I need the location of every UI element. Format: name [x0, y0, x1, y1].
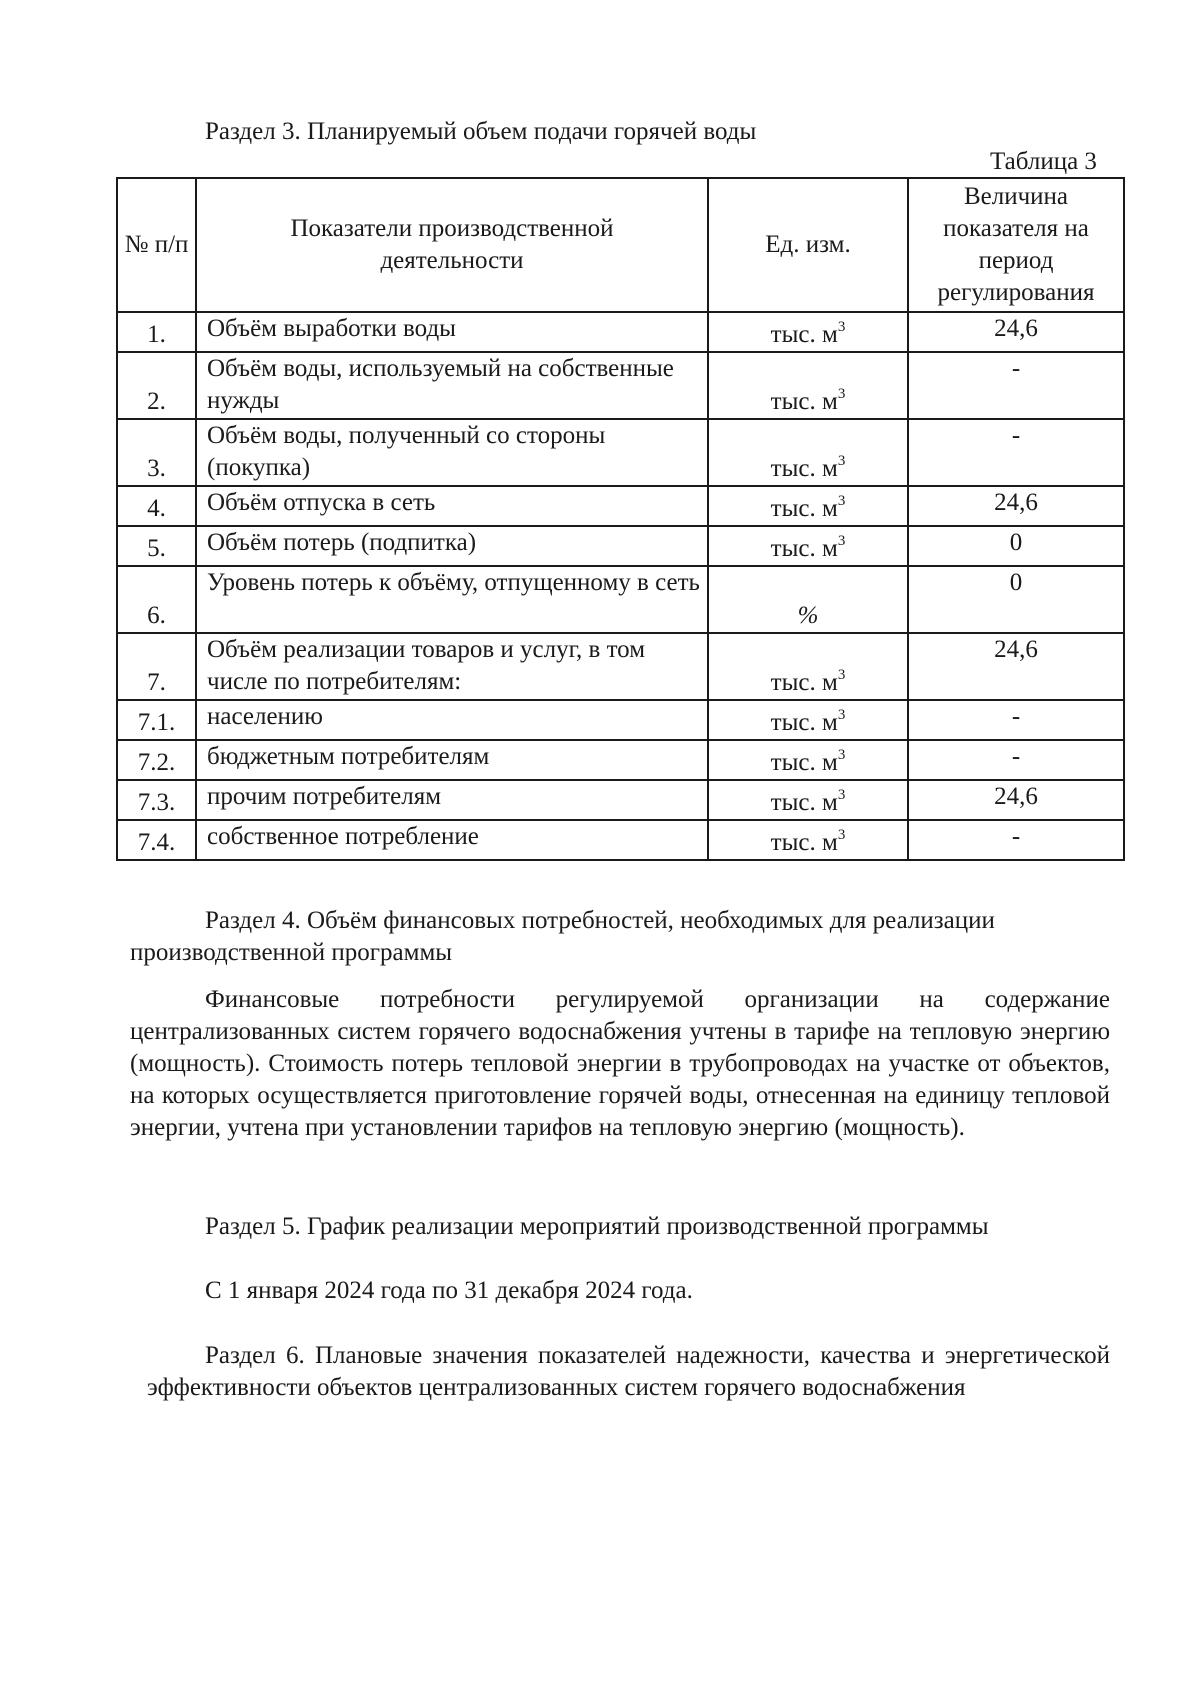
header-value: Величина показателя на период регулирования [908, 178, 1124, 312]
unit-text: тыс. м [770, 388, 838, 415]
value-cell: - [908, 740, 1124, 780]
unit-cell [708, 780, 908, 820]
header-unit: Ед. изм. [708, 178, 908, 312]
value-cell: - [908, 820, 1124, 860]
value-cell: - [908, 352, 1124, 419]
indicator-name: Объём воды, полученный со стороны (покупка) [196, 419, 708, 486]
unit-superscript: 3 [837, 493, 846, 509]
value-cell: 24,6 [908, 312, 1124, 352]
row-number: 7.3. [117, 780, 196, 820]
unit-text: тыс. м [770, 669, 838, 696]
table-row [117, 526, 1124, 566]
unit-cell [708, 352, 908, 419]
table-row [117, 486, 1124, 526]
unit-cell [708, 419, 908, 486]
unit-cell [708, 526, 908, 566]
production-table [116, 177, 1125, 861]
indicator-name: прочим потребителям [196, 780, 708, 820]
row-number: 7.4. [117, 820, 196, 860]
section-5-body: С 1 января 2024 года по 31 декабря 2024 года. [205, 1277, 693, 1304]
unit-superscript: 3 [837, 386, 846, 402]
value-cell: 24,6 [908, 633, 1124, 700]
unit-superscript: 3 [837, 787, 846, 803]
unit-cell [708, 566, 908, 633]
table-row [117, 820, 1124, 860]
table-row [117, 780, 1124, 820]
section-5-title: Раздел 5. График реализации мероприятий производственной программы [205, 1213, 989, 1240]
row-number: 7.1. [117, 700, 196, 740]
indicator-name: населению [196, 700, 708, 740]
indicator-name: Объём потерь (подпитка) [196, 526, 708, 566]
table-row [117, 700, 1124, 740]
row-number: 1. [117, 312, 196, 352]
unit-text: тыс. м [770, 749, 838, 776]
section-4-title: Раздел 4. Объём финансовых потребностей, необходимых для реализации производственной программы [130, 907, 995, 966]
unit-superscript: 3 [837, 319, 846, 335]
row-number: 5. [117, 526, 196, 566]
row-number: 3. [117, 419, 196, 486]
unit-cell [708, 633, 908, 700]
unit-superscript: 3 [837, 827, 846, 843]
section-6-title: Раздел 6. Плановые значения показателей надежности, качества и энергетической эффективности объектов централизованных систем горячего водоснабжения [147, 1342, 1110, 1401]
value-cell: - [908, 419, 1124, 486]
table-row [117, 633, 1124, 700]
unit-superscript: 3 [837, 747, 846, 763]
table-row [117, 740, 1124, 780]
table-row [117, 312, 1124, 352]
unit-superscript: 3 [837, 533, 846, 549]
table-row [117, 419, 1124, 486]
unit-cell [708, 740, 908, 780]
unit-text: тыс. м [770, 535, 838, 562]
row-number: 7.2. [117, 740, 196, 780]
row-number: 6. [117, 566, 196, 633]
indicator-name: Объём выработки воды [196, 312, 708, 352]
table-label: Таблица 3 [990, 148, 1097, 175]
value-cell: 0 [908, 566, 1124, 633]
indicator-name: Объём реализации товаров и услуг, в том числе по потребителям: [196, 633, 708, 700]
section-4-body: Финансовые потребности регулируемой организации на содержание централизованных систем горячего водоснабжения учтены в тарифе на тепловую энергию (мощность). Стоимость потерь тепловой энергии в трубопроводах на участке от объектов, на которых осуществляется приготовление горячей воды, отнесенная на единицу тепловой энергии, учтена при установлении тарифов на тепловую энергию (мощность). [130, 986, 1110, 1141]
header-name: Показатели производственной деятельности [196, 178, 708, 312]
value-cell: 0 [908, 526, 1124, 566]
unit-cell [708, 486, 908, 526]
unit-cell [708, 312, 908, 352]
table-row [117, 566, 1124, 633]
table-header-row [117, 178, 1124, 312]
unit-text: тыс. м [770, 829, 838, 856]
indicator-name: Уровень потерь к объёму, отпущенному в сеть [196, 566, 708, 633]
unit-superscript: 3 [837, 453, 846, 469]
table-body [117, 312, 1124, 860]
row-number: 4. [117, 486, 196, 526]
row-number: 7. [117, 633, 196, 700]
row-number: 2. [117, 352, 196, 419]
indicator-name: собственное потребление [196, 820, 708, 860]
section-3-title: Раздел 3. Планируемый объем подачи горячей воды [205, 118, 757, 145]
unit-superscript: 3 [837, 667, 846, 683]
indicator-name: бюджетным потребителям [196, 740, 708, 780]
table-row [117, 352, 1124, 419]
unit-text: тыс. м [770, 789, 838, 816]
header-num: № п/п [117, 178, 196, 312]
unit-text: тыс. м [770, 455, 838, 482]
value-cell: 24,6 [908, 486, 1124, 526]
unit-text: тыс. м [770, 495, 838, 522]
value-cell: 24,6 [908, 780, 1124, 820]
unit-cell [708, 700, 908, 740]
value-cell: - [908, 700, 1124, 740]
unit-text: тыс. м [770, 709, 838, 736]
unit-superscript: 3 [837, 707, 846, 723]
indicator-name: Объём отпуска в сеть [196, 486, 708, 526]
unit-cell [708, 820, 908, 860]
unit-text: тыс. м [770, 321, 838, 348]
unit-text: % [797, 602, 819, 629]
indicator-name: Объём воды, используемый на собственные нужды [196, 352, 708, 419]
